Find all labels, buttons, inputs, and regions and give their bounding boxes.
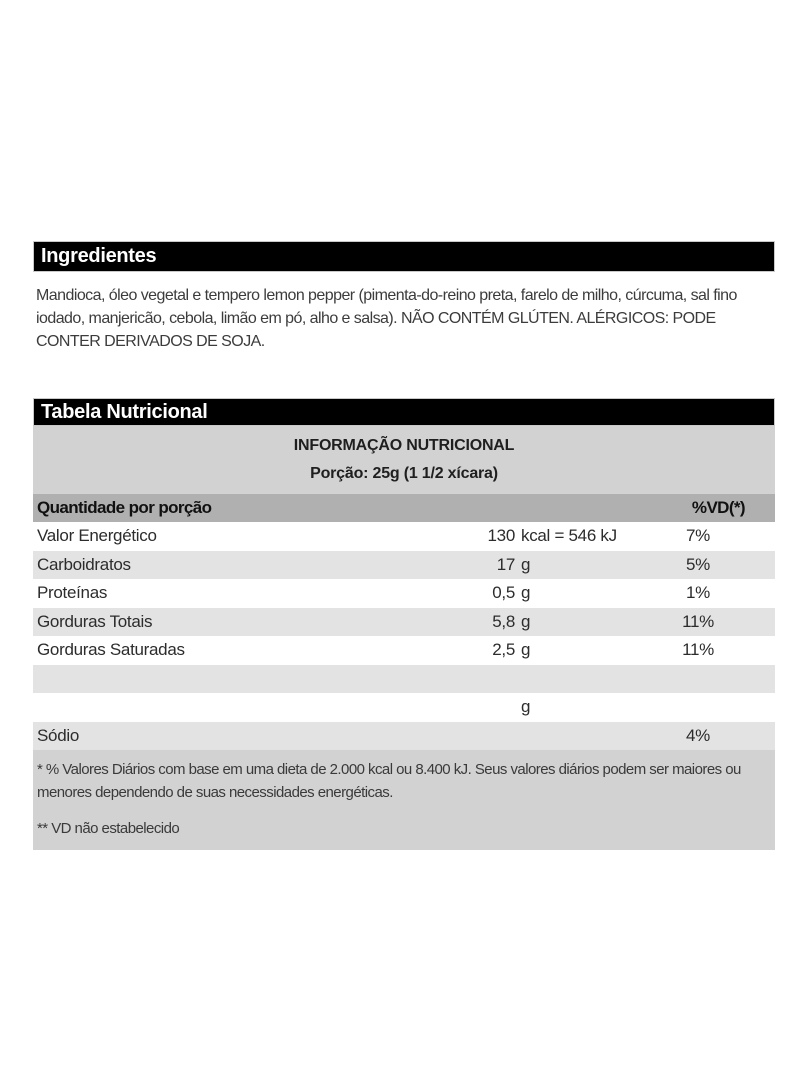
table-footnotes: [33, 750, 775, 850]
nutrient-daily-value: 5%: [686, 554, 710, 574]
table-row: [33, 665, 775, 694]
ingredients-line: iodado, manjericão, cebola, limão em pó, alho e salsa). NÃO CONTÉM GLÚTEN. ALÉRGICOS: PODE: [36, 310, 716, 327]
nutrient-daily-value: 4%: [686, 725, 710, 745]
nutrient-daily-value: 7%: [686, 526, 710, 545]
table-row: [33, 636, 775, 665]
nutrient-amount: 0,5: [492, 583, 515, 602]
footnote-daily-values-line1: * % Valores Diários com base em uma dieta de 2.000 kcal ou 8.400 kJ. Seus valores diários podem ser maiores ou: [37, 761, 741, 778]
nutrient-unit: g: [521, 583, 531, 602]
nutrient-label: [33, 697, 37, 716]
ingredients-header-bar: [33, 241, 775, 272]
ingredients-line: CONTER DERIVADOS DE SOJA.: [36, 333, 265, 350]
nutrient-unit: g: [521, 697, 531, 716]
nutrient-label: Gorduras Totais: [37, 611, 153, 631]
table-row: [33, 522, 775, 551]
nutrient-label: Sódio: [37, 725, 79, 745]
table-row: [33, 722, 775, 751]
nutrient-label: Gorduras Saturadas: [37, 640, 185, 659]
ingredients-line: Mandioca, óleo vegetal e tempero lemon pepper (pimenta-do-reino preta, farelo de milho, cúrcuma, sal fino: [36, 287, 737, 304]
table-row: [33, 693, 775, 722]
nutrient-amount: 5,8: [492, 611, 515, 631]
ingredients-text: [36, 284, 775, 353]
nutrition-title: Tabela Nutricional: [41, 400, 208, 423]
nutrient-daily-value: 11%: [682, 640, 714, 659]
table-column-header-row: [33, 494, 775, 522]
nutrient-amount: 130: [487, 526, 515, 545]
footnote-vd-not-established: ** VD não estabelecido: [37, 820, 180, 837]
nutrient-amount: 2,5: [492, 640, 515, 659]
nutrient-unit: g: [521, 640, 531, 659]
footnote-daily-values-line2: menores dependendo de suas necessidades energéticas.: [37, 784, 393, 801]
nutrient-unit: kcal = 546 kJ: [521, 526, 617, 545]
nutrient-label: Valor Energético: [37, 526, 157, 545]
nutrition-info-title: INFORMAÇÃO NUTRICIONAL: [293, 437, 515, 454]
ingredients-title: Ingredientes: [41, 245, 157, 267]
nutrition-table: [33, 398, 775, 850]
nutrient-unit: g: [521, 554, 531, 574]
nutrient-amount: 17: [496, 554, 515, 574]
nutrient-daily-value: 1%: [686, 583, 710, 602]
table-row: [33, 551, 775, 580]
column-header-daily-value: %VD(*): [691, 498, 745, 517]
nutrient-label: Carboidratos: [37, 554, 131, 574]
nutrition-header-bar: [33, 398, 775, 426]
table-row: [33, 608, 775, 637]
column-header-quantity: Quantidade por porção: [37, 498, 212, 517]
nutrition-info-block: [33, 426, 775, 494]
nutrient-daily-value: 11%: [682, 611, 714, 631]
table-row: [33, 579, 775, 608]
nutrient-label: Proteínas: [37, 583, 108, 602]
table-rows: [33, 522, 775, 750]
nutrient-label: [33, 669, 37, 688]
serving-size: Porção: 25g (1 1/2 xícara): [310, 465, 498, 482]
nutrient-unit: g: [521, 611, 531, 631]
